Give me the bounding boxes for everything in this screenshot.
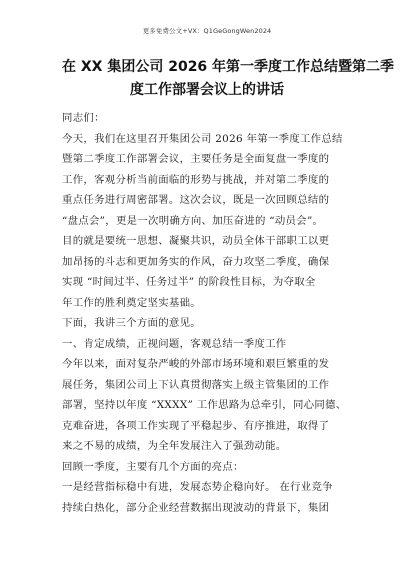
paragraph-line: 年工作的胜利奠定坚实基础。 [62,296,201,309]
paragraph-line: 持续白热化，部分企业经营数据出现波动的背景下，集团 [62,501,330,514]
document-title [62,56,395,102]
paragraph-opening [62,129,352,314]
paragraph-transition [62,313,352,334]
paragraph-line: 来之不易的成绩，为全年发展注入了强劲动能。 [62,440,287,452]
paragraph-highlights-intro [62,457,352,478]
header-note: 更多免费公文+VX：Q1GeGongWen2024 [142,27,272,35]
highlights-intro-text: 回顾一季度，主要有几个方面的亮点： [62,460,244,473]
paragraph-summary [62,354,352,457]
title-line-2: 度工作部署会议上的讲话 [130,82,284,98]
transition-text: 下面，我讲三个方面的意见。 [62,317,201,329]
paragraph-line: 部署，坚持以年度 “XXXX” 工作思路为总牵引，同心同德、 [62,399,347,411]
paragraph-line: 今天，我们在这里召开集团公司 2026 年第一季度工作总结 [62,132,343,145]
paragraph-line: 实现 “时间过半、任务过半” 的阶段性目标，为夺取全 [62,276,316,288]
paragraph-line: 今年以来，面对复杂严峻的外部市场环境和艰巨繁重的发 [62,358,330,370]
paragraph-line: 工作，客观分析当前面临的形势与挑战，并对第二季度的 [62,173,330,186]
paragraph-line: 克难奋进，各项工作实现了平稳起步、有序推进，取得了 [62,419,330,432]
paragraph-line: 加昂扬的斗志和更加务实的作风，奋力攻坚二季度，确保 [62,255,330,268]
section-heading-1 [62,334,352,355]
paragraph-highlight-1 [62,477,352,518]
paragraph-line: 暨第二季度工作部署会议，主要任务是全面复盘一季度的 [62,153,330,165]
greeting [62,108,352,129]
greeting-text: 同志们： [62,112,105,124]
paragraph-line: 目的就是要统一思想、凝聚共识，动员全体干部职工以更 [62,235,330,247]
paragraph-line: 重点任务进行周密部署。这次会议，既是一次回顾总结的 [62,194,330,206]
section-heading-text: 一、肯定成绩，正视问题，客观总结一季度工作 [62,337,287,350]
paragraph-line: 展任务，集团公司上下认真贯彻落实上级主管集团的工作 [62,378,330,391]
paragraph-line: “盘点会”，更是一次明确方向、加压奋进的 “动员会”。 [62,214,324,227]
document-body [62,108,352,518]
title-line-1: 在 XX 集团公司 2026 年第一季度工作总结暨第二季 [62,59,395,75]
paragraph-line: 一是经营指标稳中有进，发展态势企稳向好。 在行业竞争 [62,481,333,493]
